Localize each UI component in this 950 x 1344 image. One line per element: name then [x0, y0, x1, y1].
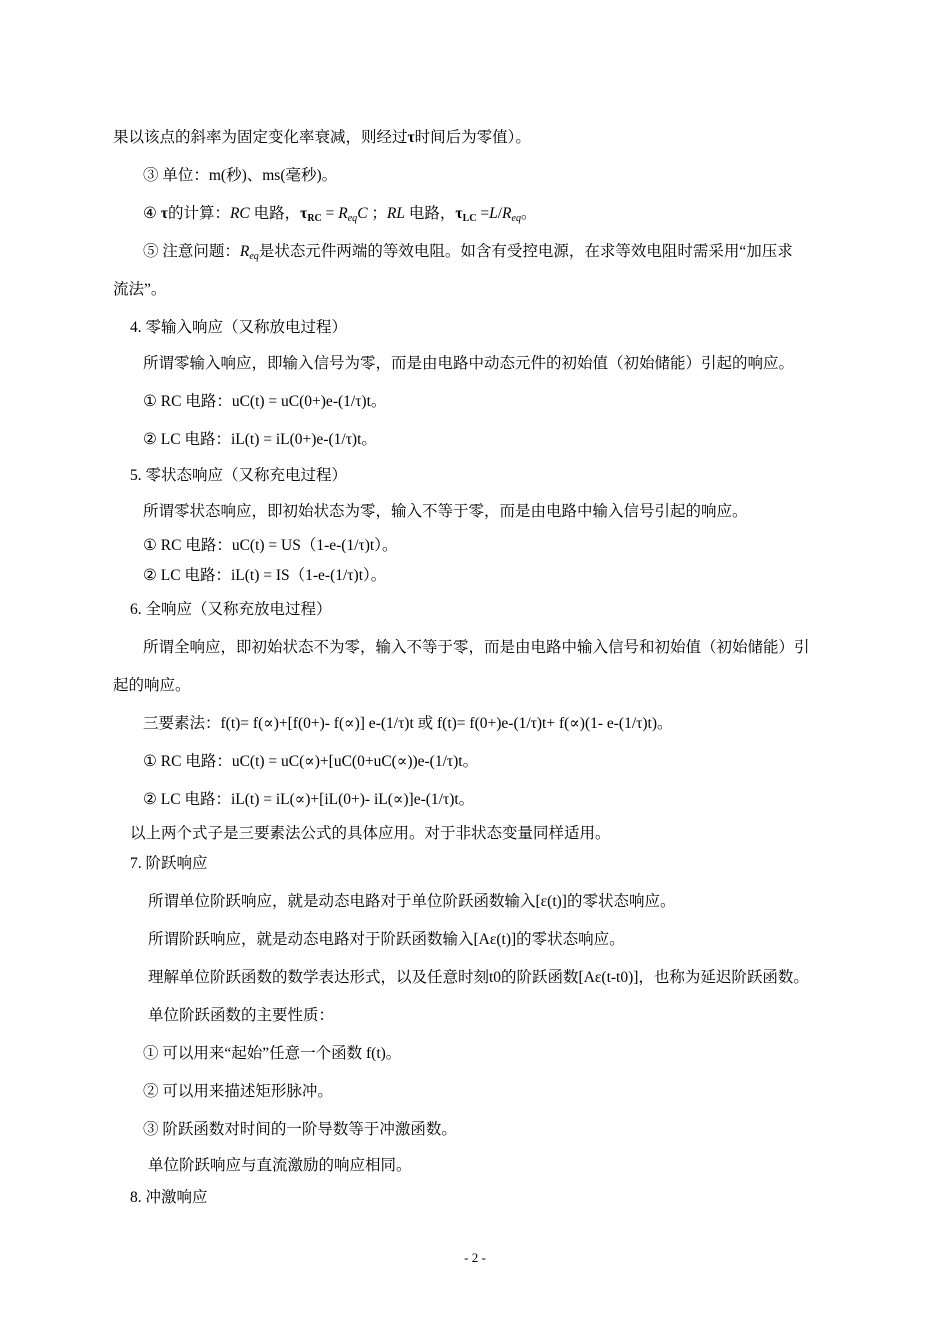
formula-line: ① RC 电路：uC(t) = US（1-e-(1/τ)t）。 — [143, 537, 398, 554]
text-line: 以上两个式子是三要素法公式的具体应用。对于非状态变量同样适用。 — [130, 825, 611, 842]
formula-line: ② LC 电路：iL(t) = iL(∝)+[iL(0+)- iL(∝)]e-(1/τ)t。 — [143, 791, 475, 808]
formula-line: ② LC 电路：iL(t) = iL(0+)e-(1/τ)t。 — [143, 431, 377, 448]
text-line: 所谓零状态响应，即初始状态为零，输入不等于零，而是由电路中输入信号引起的响应。 — [143, 503, 748, 520]
formula-line: 三要素法：f(t)= f(∝)+[f(0+)- f(∝)] e-(1/τ)t 或 f(t)= f(0+)e-(1/τ)t+ f(∝)(1- e-(1/τ)t)。 — [143, 715, 673, 732]
page-number: - 2 - — [464, 1250, 486, 1265]
formula-line: ① RC 电路：uC(t) = uC(∝)+[uC(0+uC(∝))e-(1/τ)t。 — [143, 753, 479, 770]
formula-line: ② LC 电路：iL(t) = IS（1-e-(1/τ)t）。 — [143, 567, 387, 584]
text-line: 所谓全响应，即初始状态不为零，输入不等于零，而是由电路中输入信号和初始值（初始储能）引 — [143, 639, 810, 656]
text-line: 果以该点的斜率为固定变化率衰减，则经过τ时间后为零值）。 — [113, 129, 531, 146]
section-heading: 8. 冲激响应 — [130, 1189, 208, 1206]
section-heading: 5. 零状态响应（又称充电过程） — [130, 467, 348, 484]
text-line: 所谓单位阶跃响应，就是动态电路对于单位阶跃函数输入[ε(t)]的零状态响应。 — [148, 893, 676, 910]
list-item: ① 可以用来“起始”任意一个函数 f(t)。 — [143, 1045, 402, 1062]
text-line: 所谓零输入响应，即输入信号为零，而是由电路中动态元件的初始值（初始储能）引起的响应。 — [143, 355, 795, 372]
section-heading: 7. 阶跃响应 — [130, 855, 208, 872]
text-line: 所谓阶跃响应，就是动态电路对于阶跃函数输入[Aε(t)]的零状态响应。 — [148, 931, 625, 948]
text-line: 单位阶跃函数的主要性质： — [148, 1007, 335, 1024]
section-heading: 6. 全响应（又称充放电过程） — [130, 601, 332, 618]
list-item: ② 可以用来描述矩形脉冲。 — [143, 1083, 333, 1100]
text-line: ⑤ 注意问题：$R_{eq}$是状态元件两端的等效电阻。如含有受控电源，在求等效电阻时需采用“加压求 — [143, 243, 793, 262]
text-line: ③ 单位：m(秒)、ms(毫秒)。 — [143, 167, 338, 184]
text-line: 流法”。 — [113, 281, 167, 298]
text-line: 理解单位阶跃函数的数学表达形式，以及任意时刻t0的阶跃函数[Aε(t-t0)]，也称为延迟阶跃函数。 — [148, 969, 809, 986]
section-heading: 4. 零输入响应（又称放电过程） — [130, 319, 348, 336]
text-line: 单位阶跃响应与直流激励的响应相同。 — [148, 1157, 412, 1174]
tau-formula-line: ④ τ的计算：RC 电路，$\tau_{RC} = R_{eq}C$ ；RL 电路，$\tau_{LC} =L/R_{eq}$。 — [143, 205, 537, 224]
formula-line: ① RC 电路：uC(t) = uC(0+)e-(1/τ)t。 — [143, 393, 387, 410]
text-line: 起的响应。 — [113, 677, 191, 694]
list-item: ③ 阶跃函数对时间的一阶导数等于冲激函数。 — [143, 1121, 457, 1138]
